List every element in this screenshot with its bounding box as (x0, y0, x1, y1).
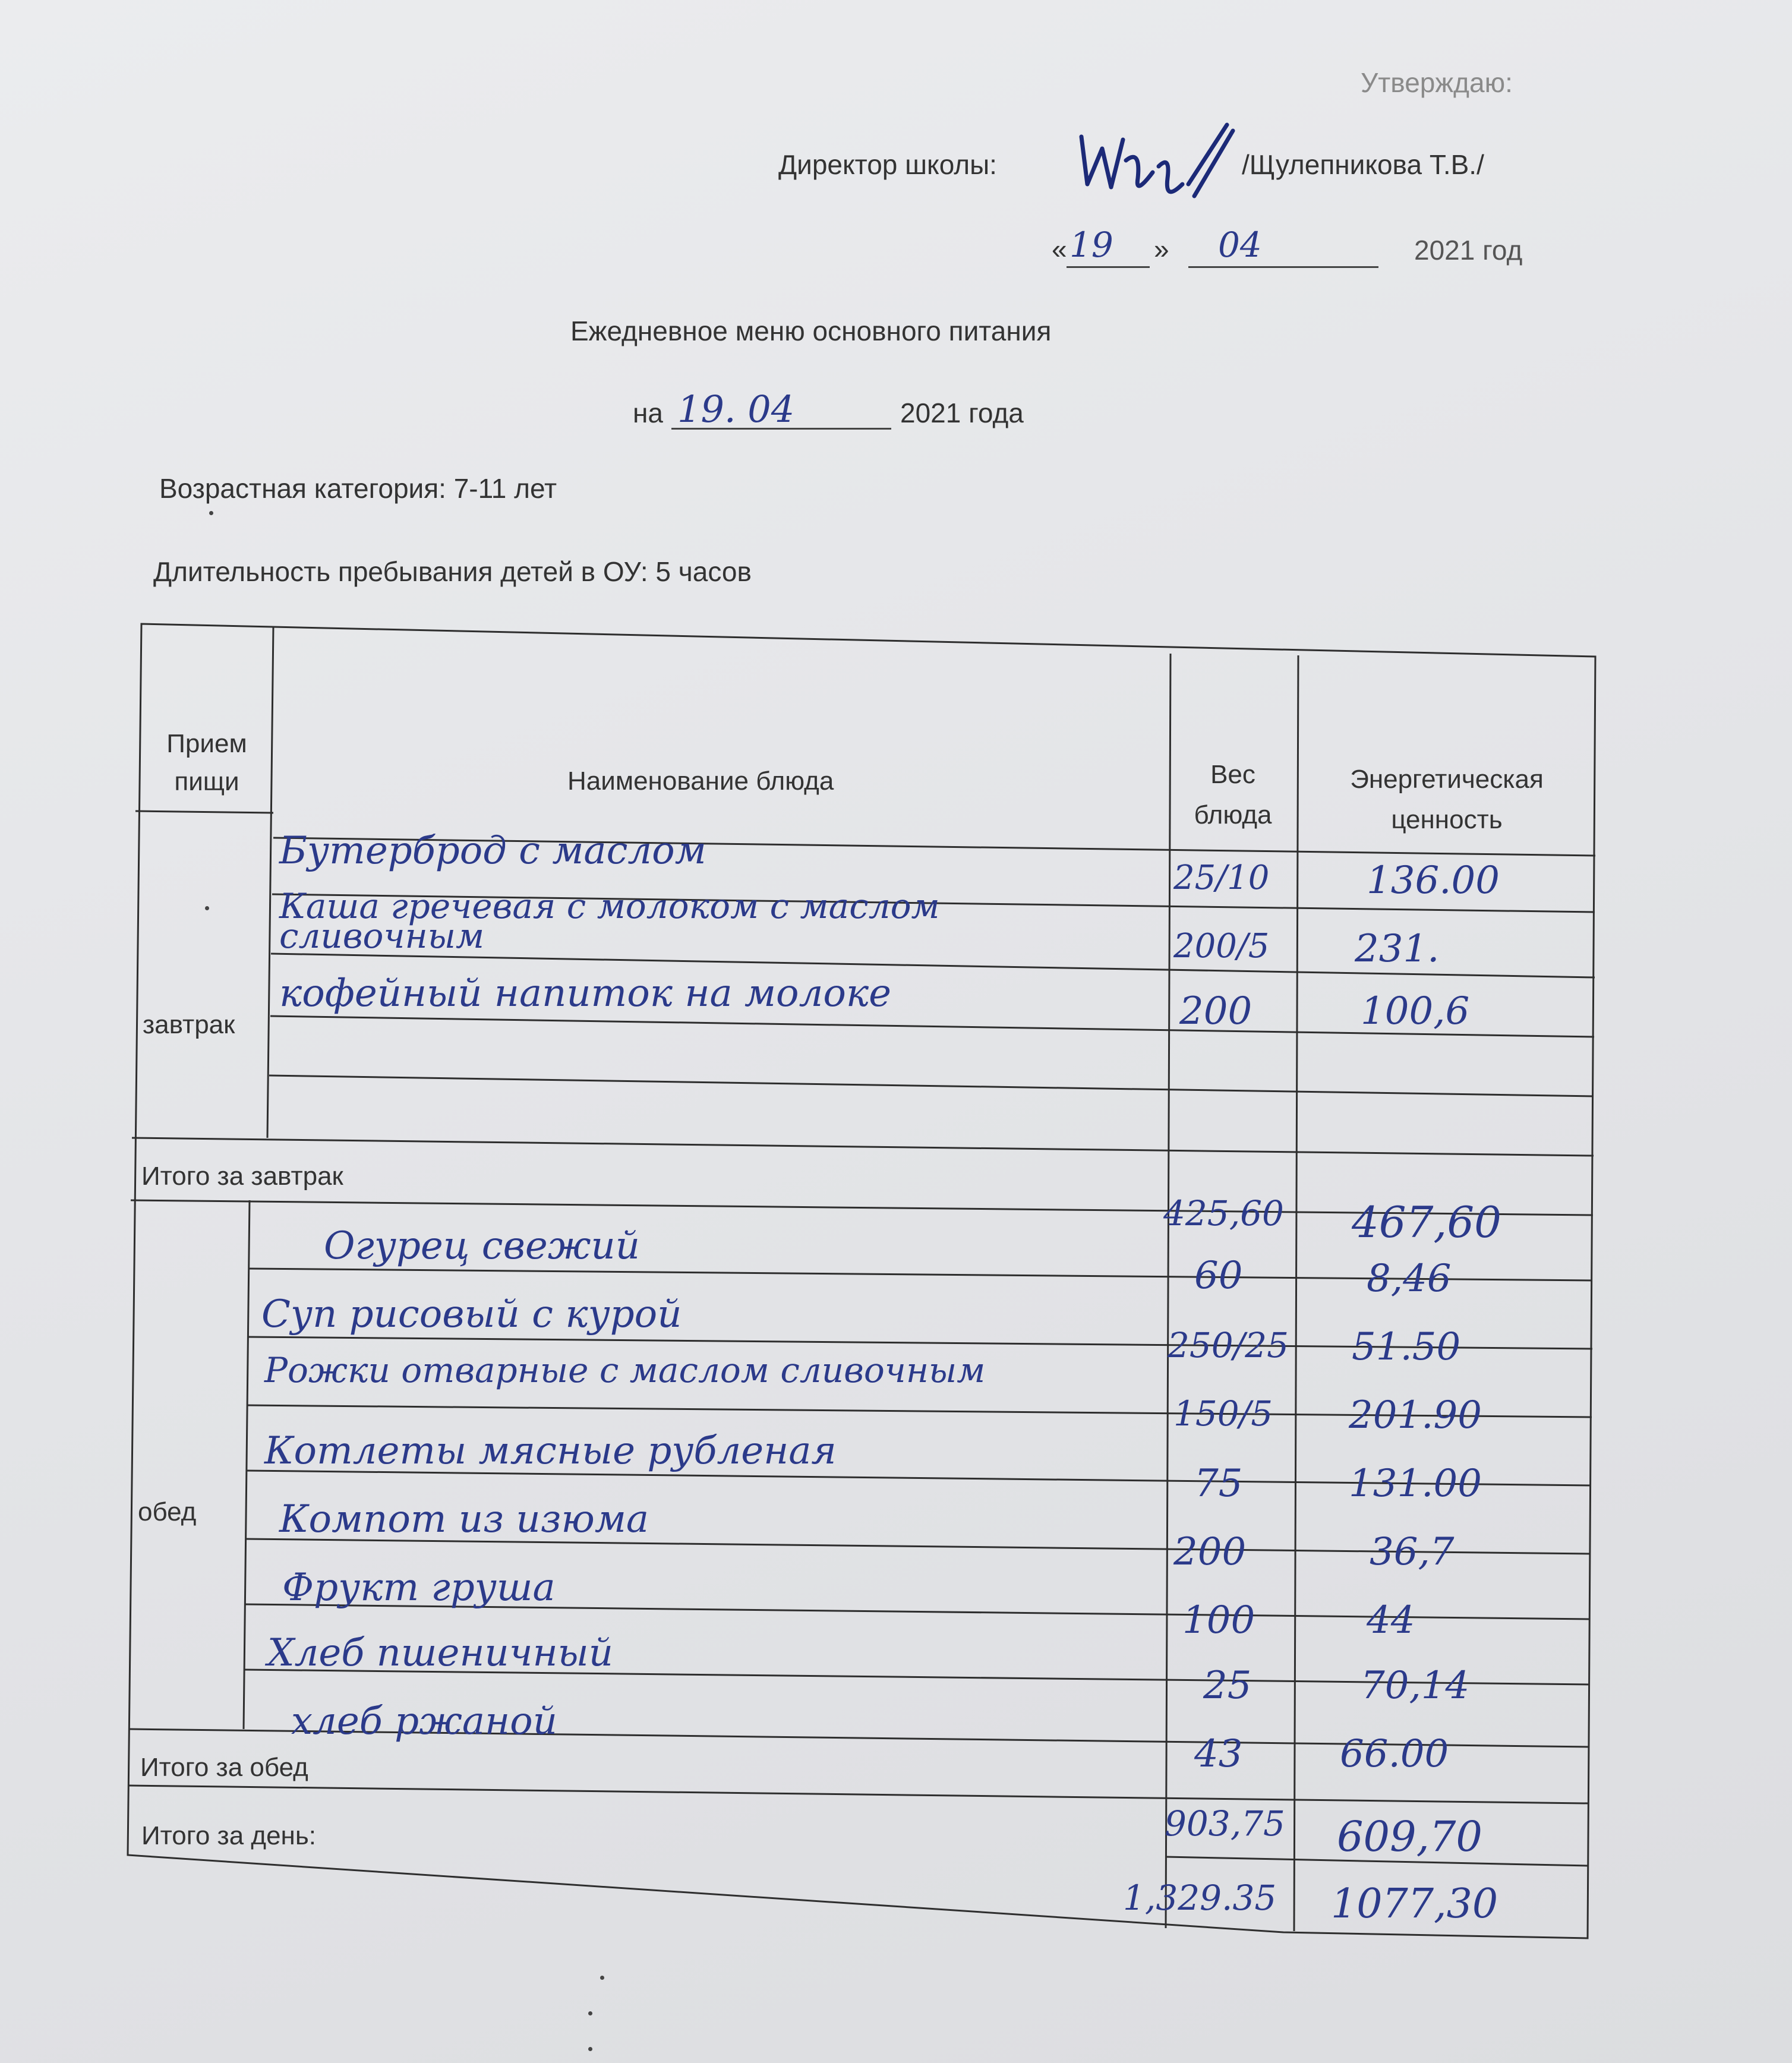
breakfast-energy-3: 100,6 (1361, 989, 1470, 1033)
day-total-energy: 1077,30 (1331, 1881, 1498, 1928)
breakfast-energy-2: 231. (1355, 927, 1440, 971)
meal-lunch-label: обед (138, 1497, 197, 1526)
approval-date-day: 19 (1069, 225, 1113, 265)
age-category: Возрастная категория: 7-11 лет (159, 473, 557, 504)
stray-dot (600, 1976, 604, 1980)
lunch-energy-6: 44 (1367, 1598, 1415, 1642)
lunch-total-weight: 903,75 (1165, 1803, 1285, 1844)
header-meal: Прием пищи (166, 729, 247, 796)
lunch-energy-7: 70,14 (1361, 1664, 1470, 1708)
date-quote-close: » (1154, 234, 1169, 264)
lunch-energy-2: 51.50 (1352, 1325, 1461, 1369)
lunch-total-energy: 609,70 (1337, 1812, 1482, 1861)
day-total-label: Итого за день: (141, 1821, 316, 1850)
lunch-dish-5: Компот из изюма (279, 1497, 649, 1541)
lunch-dish-6: Фрукт груша (282, 1566, 556, 1610)
header-energy: Энергетическая ценность (1350, 765, 1544, 834)
lunch-weight-5: 200 (1173, 1530, 1247, 1574)
lunch-dish-8: хлеб ржаной (291, 1699, 557, 1743)
lunch-weight-8: 43 (1194, 1732, 1243, 1776)
lunch-weight-1: 60 (1194, 1254, 1243, 1298)
lunch-energy-8: 66.00 (1340, 1732, 1449, 1776)
document-title: Ежедневное меню основного питания (570, 316, 1052, 346)
director-label: Директор школы: (778, 149, 997, 180)
breakfast-total-energy: 467,60 (1352, 1197, 1501, 1247)
meal-breakfast-label: завтрак (143, 1010, 235, 1039)
stray-dot (205, 906, 209, 910)
lunch-weight-3: 150/5 (1173, 1393, 1273, 1434)
lunch-energy-4: 131.00 (1349, 1462, 1482, 1506)
breakfast-total-label: Итого за завтрак (141, 1162, 343, 1191)
approval-date-month: 04 (1218, 225, 1262, 265)
menu-date: 19. 04 (677, 387, 795, 431)
menu-date-prefix: на (633, 398, 663, 428)
breakfast-weight-1: 25/10 (1173, 859, 1270, 897)
lunch-energy-5: 36,7 (1370, 1530, 1455, 1574)
date-quote-open: « (1052, 234, 1067, 264)
header-weight: Вес блюда (1194, 760, 1272, 829)
lunch-dish-1: Огурец свежий (324, 1224, 640, 1268)
lunch-dish-2: Суп рисовый с курой (261, 1292, 682, 1336)
stay-duration: Длительность пребывания детей в ОУ: 5 часов (153, 556, 752, 587)
breakfast-weight-2: 200/5 (1173, 927, 1270, 966)
approve-label: Утверждаю: (1361, 67, 1513, 98)
menu-year: 2021 года (900, 398, 1024, 428)
lunch-energy-1: 8,46 (1367, 1257, 1452, 1301)
breakfast-weight-3: 200 (1179, 989, 1252, 1033)
lunch-energy-3: 201.90 (1349, 1393, 1482, 1437)
stray-dot (588, 2011, 592, 2015)
stray-dot (588, 2047, 592, 2051)
header-dish: Наименование блюда (567, 766, 834, 796)
lunch-dish-3: Рожки отварные с маслом сливочным (264, 1350, 986, 1390)
lunch-weight-6: 100 (1182, 1598, 1255, 1642)
approval-year: 2021 год (1414, 235, 1523, 266)
lunch-weight-7: 25 (1203, 1664, 1252, 1708)
breakfast-total-weight: 425,60 (1163, 1193, 1284, 1234)
lunch-dish-7: Хлеб пшеничный (267, 1631, 613, 1675)
breakfast-dish-3: кофейный напиток на молоке (279, 971, 891, 1015)
lunch-weight-4: 75 (1194, 1462, 1243, 1506)
day-total-weight: 1,329.35 (1123, 1878, 1277, 1918)
breakfast-dish-2: Каша гречевая с молоком с маслом сливочным (279, 886, 940, 956)
breakfast-dish-1: Бутерброд с маслом (279, 829, 706, 873)
lunch-total-label: Итого за обед (140, 1753, 308, 1782)
lunch-dish-4: Котлеты мясные рубленая (264, 1429, 837, 1473)
director-name: /Щулепникова Т.В./ (1242, 149, 1484, 180)
lunch-weight-2: 250/25 (1168, 1325, 1289, 1365)
breakfast-energy-1: 136.00 (1367, 859, 1500, 903)
